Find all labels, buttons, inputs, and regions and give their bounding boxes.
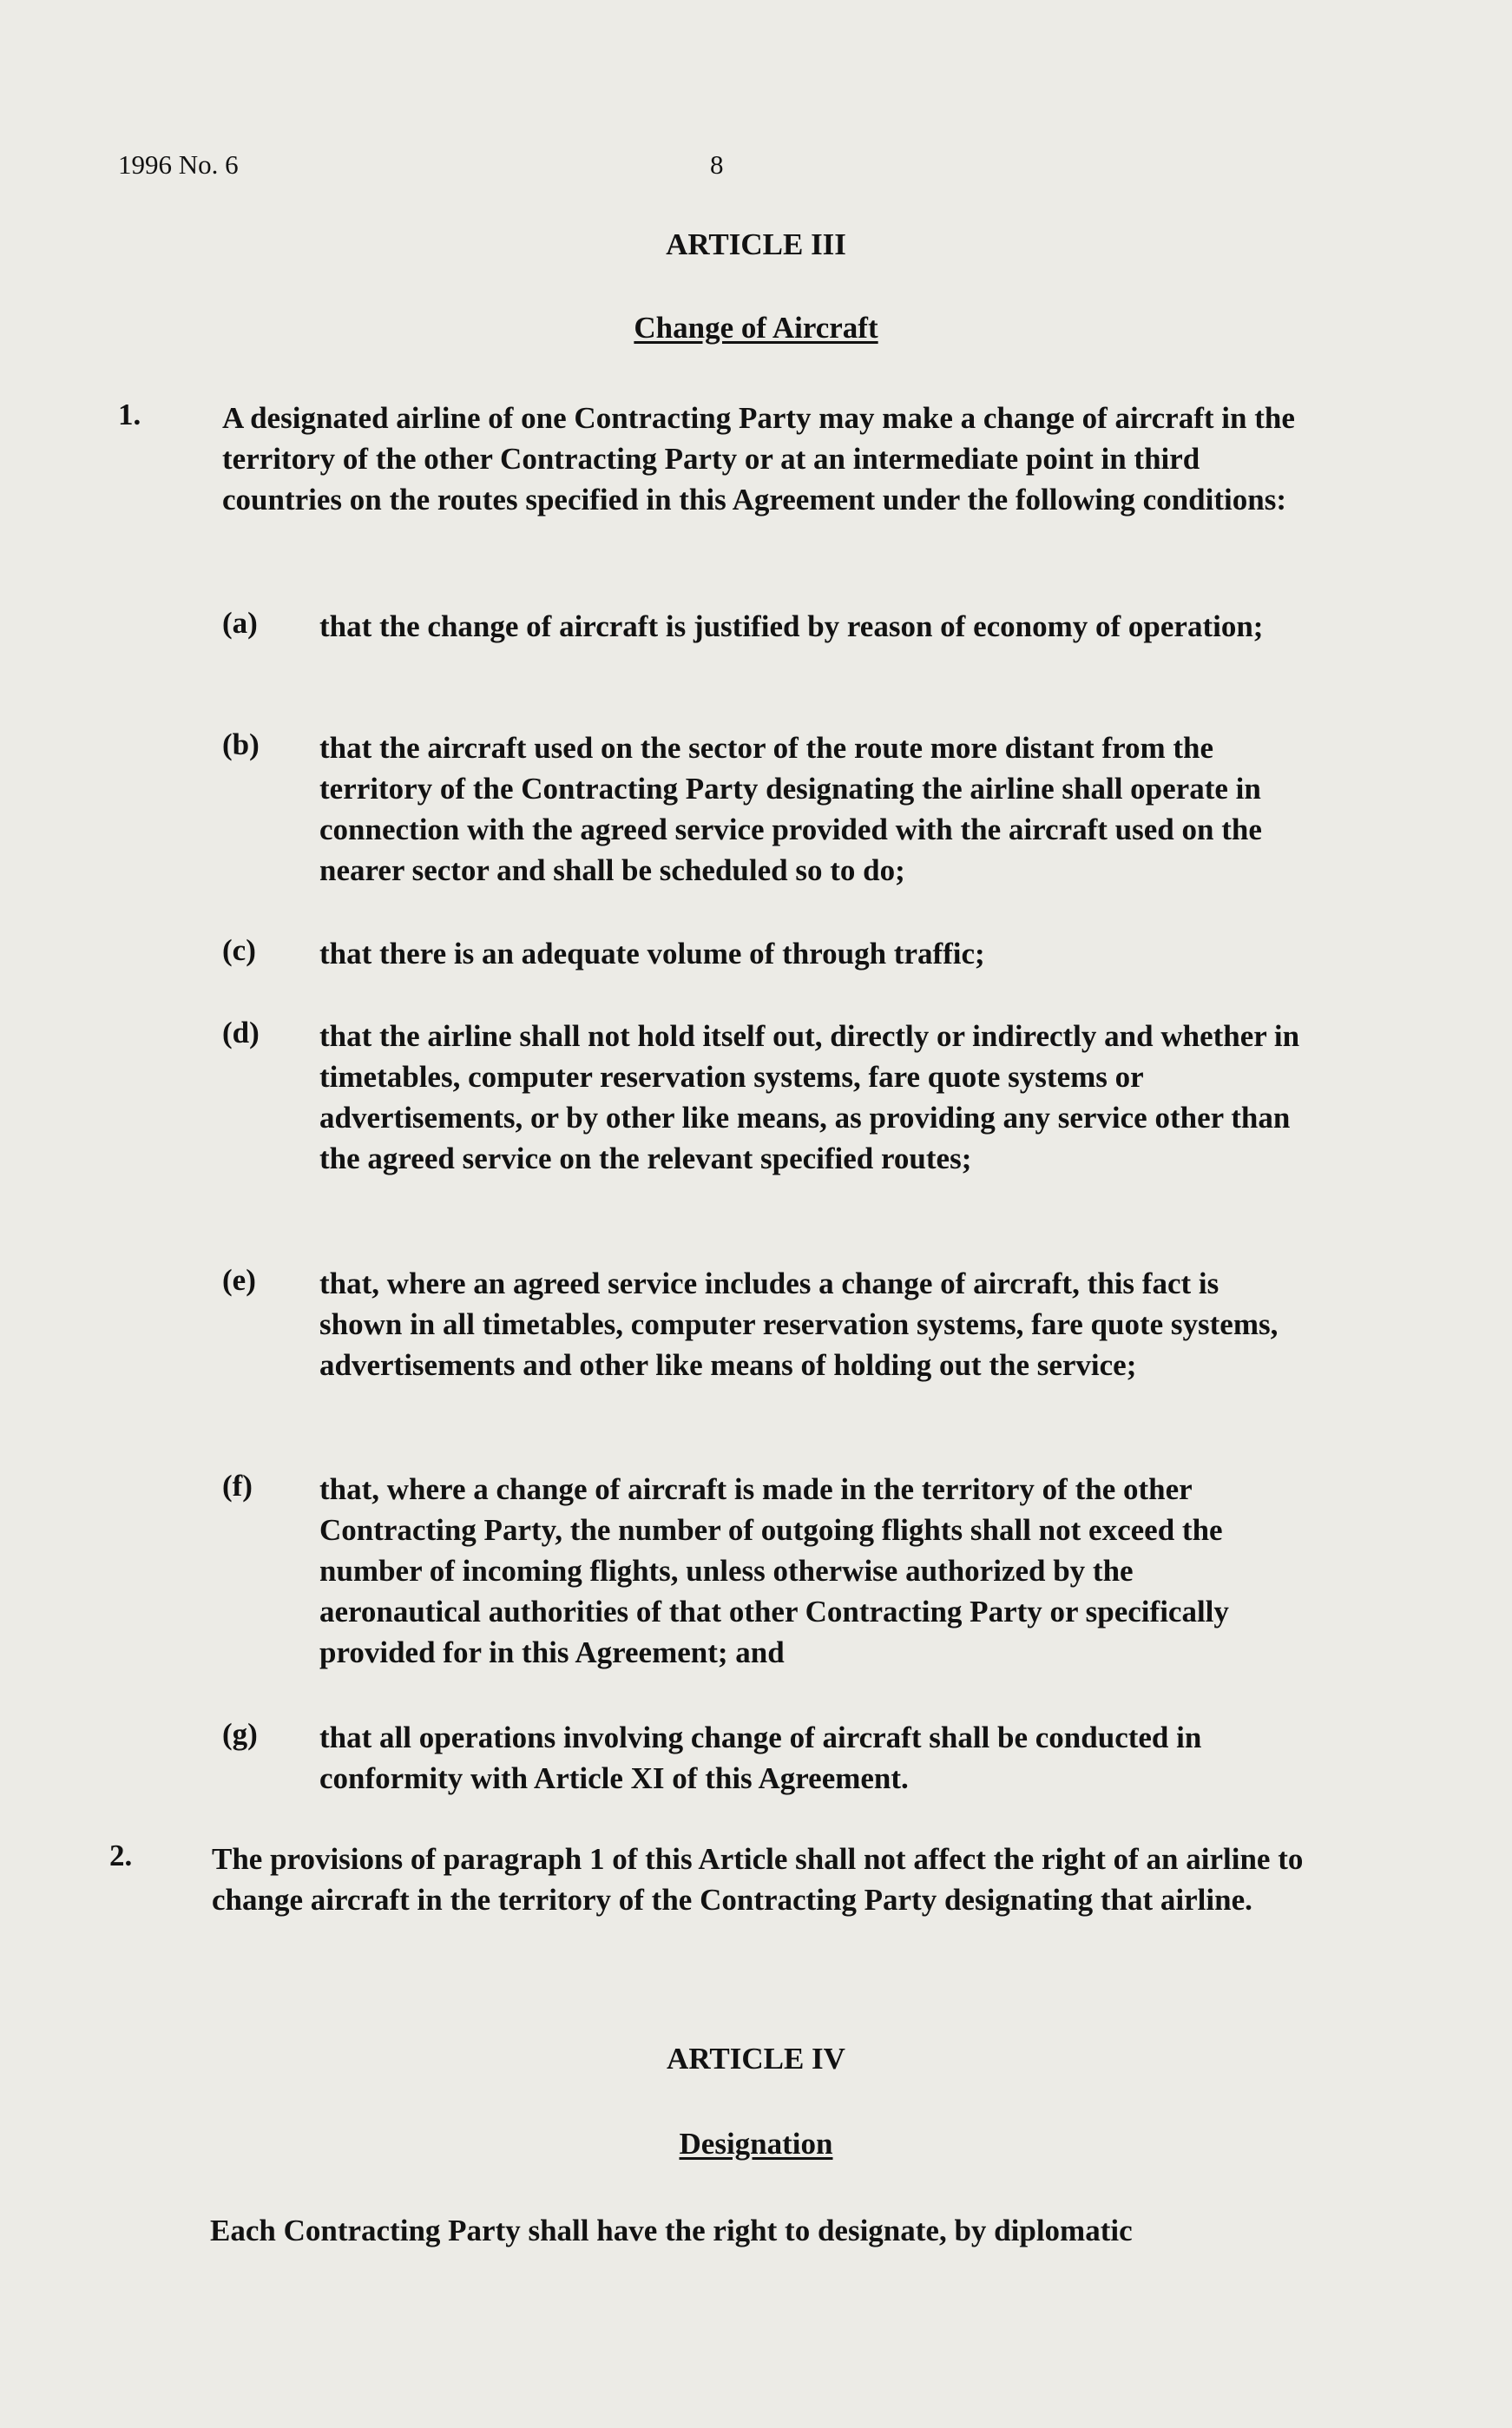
condition-g-text: that all operations involving change of aircraft shall be conducted in conformity with Article XI of this Agreement. [319, 1721, 1202, 1795]
condition-a-text: that the change of aircraft is justified by reason of economy of operation; [319, 609, 1264, 643]
document-reference: 1996 No. 6 [118, 149, 239, 180]
article-3-title: ARTICLE III [666, 227, 846, 261]
article-4-subtitle: Designation [679, 2127, 833, 2161]
condition-e-text: that, where an agreed service includes a change of aircraft, this fact is shown in all timetables, computer reservation systems, fare quote systems, advertisements and other like means of holding out the service; [319, 1267, 1279, 1382]
condition-b-text: that the aircraft used on the sector of the route more distant from the territory of the Contracting Party designating the airline shall operate in connection with the agreed service provided with the aircraft used on the nearer sector and shall be scheduled so to do; [319, 731, 1262, 887]
condition-f-label: (f) [222, 1469, 253, 1503]
article-3-subtitle: Change of Aircraft [634, 311, 878, 345]
condition-c-label: (c) [222, 933, 256, 967]
condition-f-text: that, where a change of aircraft is made in the territory of the other Contracting Party, the number of outgoing flights shall not exceed the number of incoming flights, unless otherwise authorized by the aeronautical authorities of that other Contracting Party or specifically provided for in this Agreement; and [319, 1472, 1229, 1669]
article-4-intro-text: Each Contracting Party shall have the right to designate, by diplomatic [210, 2214, 1133, 2247]
page-number: 8 [710, 149, 724, 180]
paragraph-1-number: 1. [118, 398, 141, 431]
condition-c-text: that there is an adequate volume of through traffic; [319, 937, 985, 971]
condition-a-label: (a) [222, 606, 258, 640]
condition-d-text: that the airline shall not hold itself out, directly or indirectly and whether in timetables, computer reservation systems, fare quote systems or advertisements, or by other like means, as providing any service other than the agreed service on the relevant specified routes; [319, 1019, 1300, 1175]
condition-b-label: (b) [222, 727, 260, 761]
article-4-title: ARTICLE IV [667, 2042, 845, 2076]
condition-e-label: (e) [222, 1263, 256, 1297]
paragraph-1-text: A designated airline of one Contracting Party may make a change of aircraft in the territory of the other Contracting Party or at an intermediate point in third countries on the routes specified in this Agreement under the following conditions: [222, 401, 1295, 517]
condition-g-label: (g) [222, 1717, 258, 1751]
condition-d-label: (d) [222, 1016, 260, 1050]
paragraph-2-text: The provisions of paragraph 1 of this Article shall not affect the right of an airline to change aircraft in the territory of the Contracting Party designating that airline. [212, 1842, 1304, 1917]
paragraph-2-number: 2. [109, 1839, 133, 1872]
